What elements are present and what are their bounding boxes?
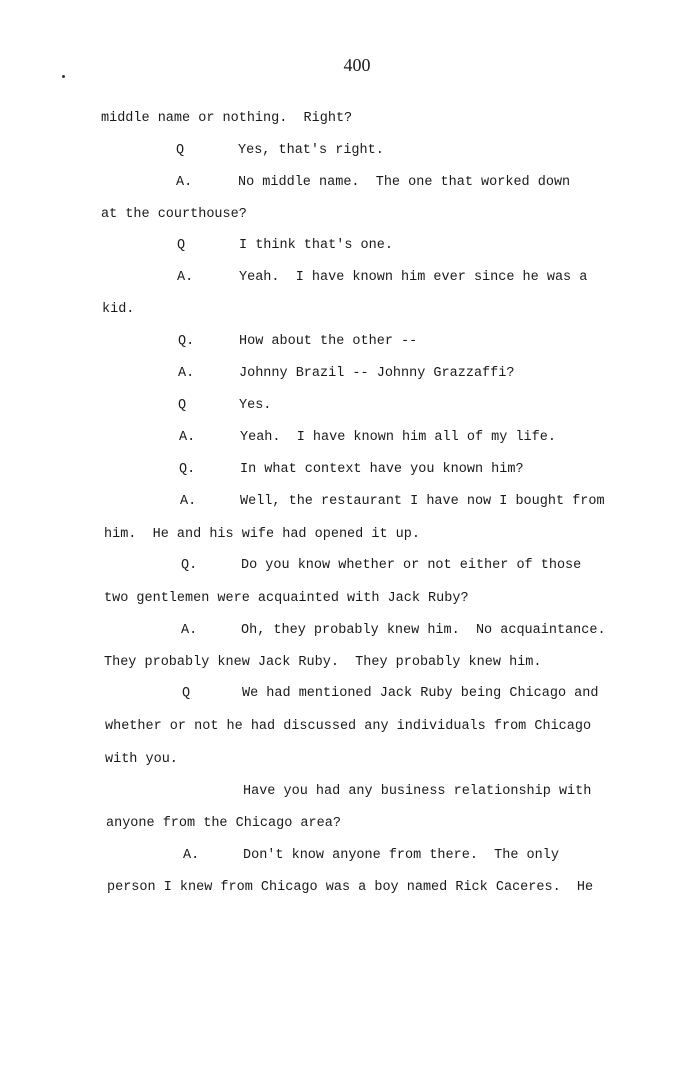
transcript-line: two gentlemen were acquainted with Jack Ruby?	[104, 591, 469, 606]
transcript-line: Yes.	[239, 398, 272, 413]
speaker-marker: A.	[176, 175, 193, 190]
transcript-line: Yes, that's right.	[238, 143, 384, 158]
page-number: 400	[343, 55, 371, 75]
speaker-marker: Q	[178, 398, 187, 413]
speaker-marker: A.	[180, 494, 197, 509]
transcript-line: whether or not he had discussed any individuals from Chicago	[105, 719, 592, 734]
speaker-marker: Q	[177, 238, 186, 253]
speaker-marker: A.	[178, 366, 195, 381]
transcript-line: Johnny Brazil -- Johnny Grazzaffi?	[239, 366, 515, 381]
transcript-line: Well, the restaurant I have now I bought from	[240, 494, 605, 509]
transcript-line: middle name or nothing. Right?	[101, 111, 353, 126]
speaker-marker: A.	[179, 430, 196, 445]
speaker-marker: A.	[181, 623, 198, 638]
transcript-line: Oh, they probably knew him. No acquaintance.	[241, 623, 606, 638]
transcript-line: kid.	[102, 302, 135, 317]
transcript-line: Do you know whether or not either of those	[241, 558, 582, 573]
transcript-line: They probably knew Jack Ruby. They probably knew him.	[104, 655, 542, 670]
speaker-marker: Q.	[179, 462, 196, 477]
transcript-line: him. He and his wife had opened it up.	[104, 527, 420, 542]
speaker-marker: A.	[177, 270, 194, 285]
speaker-marker: Q.	[178, 334, 195, 349]
transcript-line: anyone from the Chicago area?	[106, 816, 341, 831]
transcript-line: at the courthouse?	[101, 207, 247, 222]
speaker-marker: A.	[183, 848, 200, 863]
scan-speck	[62, 75, 65, 78]
transcript-line: We had mentioned Jack Ruby being Chicago and	[242, 686, 599, 701]
speaker-marker: Q	[176, 143, 185, 158]
transcript-line: How about the other --	[239, 334, 418, 349]
transcript-line: Have you had any business relationship with	[243, 784, 592, 799]
transcript-line: Yeah. I have known him ever since he was a	[239, 270, 588, 285]
transcript-line: with you.	[105, 752, 178, 767]
transcript-line: No middle name. The one that worked down	[238, 175, 571, 190]
speaker-marker: Q	[182, 686, 191, 701]
transcript-line: In what context have you known him?	[240, 462, 524, 477]
transcript-line: I think that's one.	[239, 238, 393, 253]
transcript-line: Yeah. I have known him all of my life.	[240, 430, 556, 445]
transcript-line: person I knew from Chicago was a boy named Rick Caceres. He	[107, 880, 594, 895]
transcript-line: Don't know anyone from there. The only	[243, 848, 559, 863]
speaker-marker: Q.	[181, 558, 198, 573]
